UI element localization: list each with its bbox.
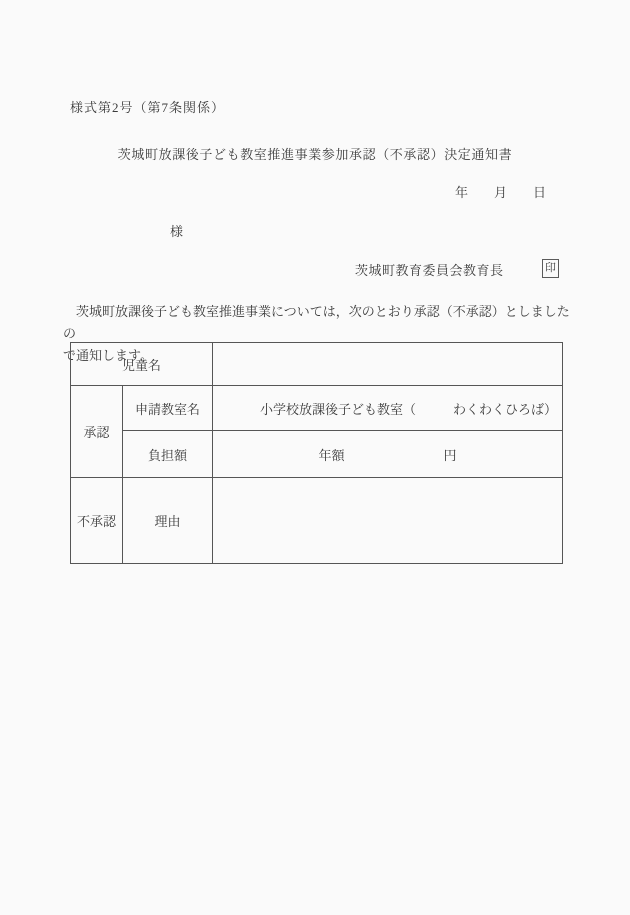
body-line: 茨城町放課後子ども教室推進事業については，次のとおり承認（不承認）としましたの <box>63 304 570 341</box>
addressee-honorific: 様 <box>170 224 184 239</box>
issue-date-line: 年 月 日 <box>455 185 547 200</box>
fee-value-cell <box>213 431 563 478</box>
child-name-value-cell <box>213 343 563 386</box>
sender-title: 茨城町教育委員会教育長 <box>355 263 504 278</box>
table-row-fee <box>71 431 563 478</box>
classroom-value-prefix: 小学校放課後子ども教室（ <box>260 401 417 417</box>
classroom-label-cell: 申請教室名 <box>123 386 213 431</box>
seal-box <box>542 259 559 278</box>
reason-label-cell: 理由 <box>123 478 213 564</box>
table-row-reason <box>71 478 563 564</box>
classroom-value-cell <box>213 386 563 431</box>
fee-label-cell: 負担額 <box>123 431 213 478</box>
form-number: 様式第2号（第7条関係） <box>70 100 226 115</box>
fee-unit-yen: 円 <box>443 447 457 463</box>
table-row-classroom <box>71 386 563 431</box>
notice-table <box>70 342 563 564</box>
fee-unit-annual: 年額 <box>318 447 345 463</box>
page-title: 茨城町放課後子ども教室推進事業参加承認（不承認）決定通知書 <box>117 147 513 162</box>
child-name-label-cell: 児童名 <box>71 343 213 386</box>
disapproval-label-cell: 不承認 <box>71 478 123 564</box>
table-row-child-name <box>71 343 563 386</box>
reason-value-cell <box>213 478 563 564</box>
approval-label-cell: 承認 <box>71 386 123 478</box>
seal-mark-icon: 印 <box>545 262 556 274</box>
body-line: で通知します。 <box>63 348 153 363</box>
classroom-value-suffix: わくわくひろば） <box>453 401 558 417</box>
